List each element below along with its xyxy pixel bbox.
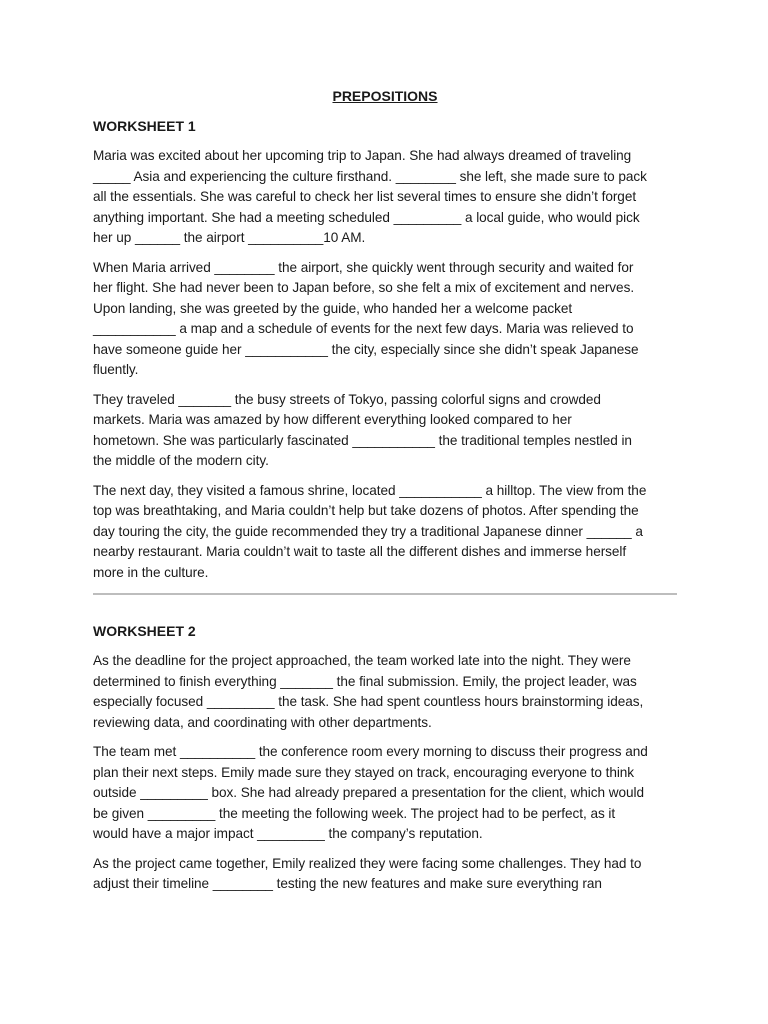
text-line: Maria was excited about her upcoming trip to Japan. She had always dreamed of traveling <box>93 148 632 163</box>
text-line: The team met __________ the conference room every morning to discuss their progress and <box>93 744 648 759</box>
text-line: her flight. She had never been to Japan before, so she felt a mix of excitement and nerves. <box>93 280 635 295</box>
text-line: The next day, they visited a famous shrine, located ___________ a hilltop. The view from the <box>93 482 647 498</box>
text-line: anything important. She had a meeting scheduled _________ a local guide, who would pick <box>93 209 640 225</box>
text-line: more in the culture. <box>93 564 209 580</box>
text-line: plan their next steps. Emily made sure they stayed on track, encouraging everyone to think <box>93 764 635 780</box>
text-line: hometown. She was particularly fascinated ___________ the traditional temples nestled in <box>93 432 632 448</box>
worksheet-2-section <box>93 621 677 895</box>
text-line: outside _________ box. She had already prepared a presentation for the client, which would <box>93 785 644 800</box>
text-line: markets. Maria was amazed by how different everything looked compared to her <box>93 412 572 427</box>
text-line: would have a major impact _________ the company’s reputation. <box>93 826 483 841</box>
text-line: nearby restaurant. Maria couldn’t wait to taste all the different dishes and immerse herself <box>93 544 627 559</box>
worksheet-1-paragraph-1 <box>93 146 677 249</box>
text-line: her up ______ the airport __________10 AM. <box>93 230 366 245</box>
worksheet-2-paragraph-3 <box>93 854 677 895</box>
text-line: adjust their timeline ________ testing the new features and make sure everything ran <box>93 876 602 891</box>
text-line: ___________ a map and a schedule of events for the next few days. Maria was relieved to <box>93 321 634 336</box>
text-line: have someone guide her ___________ the city, especially since she didn’t speak Japanese <box>93 341 639 357</box>
text-line: fluently. <box>93 362 139 377</box>
text-line: When Maria arrived ________ the airport, she quickly went through security and waited for <box>93 259 634 275</box>
worksheet-2-heading: WORKSHEET 2 <box>93 623 196 639</box>
text-line: top was breathtaking, and Maria couldn’t help but take dozens of photos. After spending the <box>93 503 639 518</box>
text-line: _____ Asia and experiencing the culture firsthand. ________ she left, she made sure to pack <box>93 168 647 184</box>
worksheet-2-paragraph-1 <box>93 651 677 733</box>
text-line: They traveled _______ the busy streets of Tokyo, passing colorful signs and crowded <box>93 391 601 407</box>
worksheet-1-paragraph-3 <box>93 390 677 472</box>
worksheet-1-section <box>93 116 677 583</box>
worksheet-2-paragraph-2 <box>93 742 677 845</box>
text-line: determined to finish everything _______ the final submission. Emily, the project leader, was <box>93 673 637 689</box>
worksheet-1-paragraph-4 <box>93 481 677 584</box>
worksheet-1-paragraph-2 <box>93 258 677 381</box>
section-divider <box>93 593 677 595</box>
worksheet-1-heading: WORKSHEET 1 <box>93 118 196 134</box>
text-line: reviewing data, and coordinating with other departments. <box>93 714 432 730</box>
text-line: As the project came together, Emily realized they were facing some challenges. They had to <box>93 855 642 871</box>
text-line: the middle of the modern city. <box>93 453 269 468</box>
text-line: day touring the city, the guide recommended they try a traditional Japanese dinner ______ a <box>93 523 643 539</box>
document-title: PREPOSITIONS <box>332 88 438 104</box>
text-line: especially focused _________ the task. She had spent countless hours brainstorming ideas, <box>93 694 644 709</box>
text-line: Upon landing, she was greeted by the guide, who handed her a welcome packet <box>93 300 573 316</box>
text-line: be given _________ the meeting the following week. The project had to be perfect, as it <box>93 805 616 821</box>
worksheet-page <box>93 86 677 904</box>
text-line: As the deadline for the project approached, the team worked late into the night. They were <box>93 653 631 668</box>
text-line: all the essentials. She was careful to check her list several times to ensure she didn’t forget <box>93 189 637 204</box>
